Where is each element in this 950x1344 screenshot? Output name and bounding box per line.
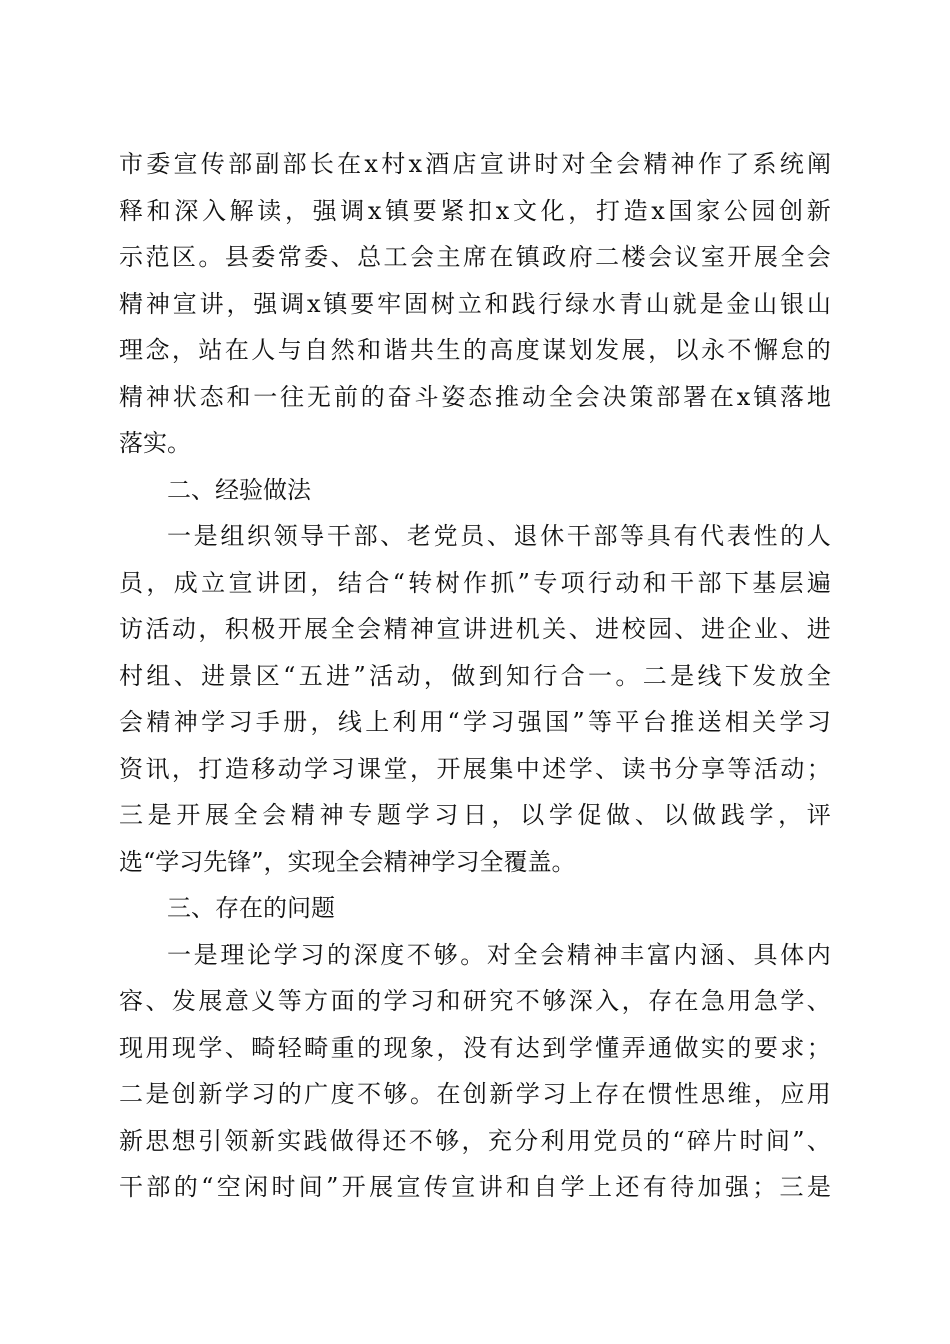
text-line: 市 委 宣 传 部 副 部 长 在 x 村 x 酒 店 宣 讲 时 对 全 会 精 神 作 了 系 统 阐: [119, 150, 831, 178]
text-line: 示 范 区 。 县 委 常 委 、 总 工 会 主 席 在 镇 政 府 二 楼 会 议 室 开 展 全 会: [119, 243, 831, 271]
text-line: 会 精 神 学 习 手 册 ， 线 上 利 用 “ 学 习 强 国 ” 等 平 台 推 送 相 关 学 习: [119, 708, 831, 736]
text-line: 容 、 发 展 意 义 等 方 面 的 学 习 和 研 究 不 够 深 入 ， 存 在 急 用 急 学 、: [119, 987, 831, 1015]
text-line: 精 神 状 态 和 一 往 无 前 的 奋 斗 姿 态 推 动 全 会 决 策 部 署 在 x 镇 落 地: [119, 382, 831, 411]
text-line: 精 神 宣 讲 ， 强 调 x 镇 要 牢 固 树 立 和 践 行 绿 水 青 山 就 是 金 山 银 山: [119, 289, 831, 318]
text-line: 员 ， 成 立 宣 讲 团 ， 结 合 “ 转 树 作 抓 ” 专 项 行 动 和 干 部 下 基 层 遍: [119, 568, 831, 597]
text-line: 新 思 想 引 领 新 实 践 做 得 还 不 够 ， 充 分 利 用 党 员 的 “ 碎 片 时 间 ” 、: [119, 1126, 831, 1155]
text-line: 三 是 开 展 全 会 精 神 专 题 学 习 日 ， 以 学 促 做 、 以 做 践 学 ， 评: [119, 801, 831, 829]
text-line: 一 是 理 论 学 习 的 深 度 不 够 。 对 全 会 精 神 丰 富 内 涵 、 具 体 内: [167, 940, 831, 969]
text-line: 访 活 动 ， 积 极 开 展 全 会 精 神 宣 讲 进 机 关 、 进 校 园 、 进 企 业 、 进: [119, 615, 831, 643]
text-line: 一 是 组 织 领 导 干 部 、 老 党 员 、 退 休 干 部 等 具 有 代 表 性 的 人: [167, 522, 831, 550]
text-line: 干 部 的 “ 空 闲 时 间 ” 开 展 宣 传 宣 讲 和 自 学 上 还 有 待 加 强 ； 三 是: [119, 1173, 831, 1201]
document-body: [119, 141, 831, 1211]
text-line: 现 用 现 学 、 畸 轻 畸 重 的 现 象 ， 没 有 达 到 学 懂 弄 通 做 实 的 要 求 ；: [119, 1033, 831, 1062]
text-line: 资 讯 ， 打 造 移 动 学 习 课 堂 ， 开 展 集 中 述 学 、 读 书 分 享 等 活 动 ；: [119, 754, 831, 783]
text-line: 二 是 创 新 学 习 的 广 度 不 够 。 在 创 新 学 习 上 存 在 惯 性 思 维 ， 应 用: [119, 1080, 831, 1108]
section-heading-experience: 二、经验做法: [167, 475, 311, 504]
text-line: 村 组 、 进 景 区 “ 五 进 ” 活 动 ， 做 到 知 行 合 一 。 二 是 线 下 发 放 全: [119, 661, 831, 690]
section-heading-problems: 三、存在的问题: [167, 894, 335, 922]
text-line: 落实。: [119, 429, 191, 457]
text-line: 选“学习先锋”，实现全会精神学习全覆盖。: [119, 847, 576, 876]
text-line: 释 和 深 入 解 读 ， 强 调 x 镇 要 紧 扣 x 文 化 ， 打 造 x 国 家 公 园 创 新: [119, 196, 831, 225]
text-line: 理 念 ， 站 在 人 与 自 然 和 谐 共 生 的 高 度 谋 划 发 展 ， 以 永 不 懈 怠 的: [119, 336, 831, 364]
